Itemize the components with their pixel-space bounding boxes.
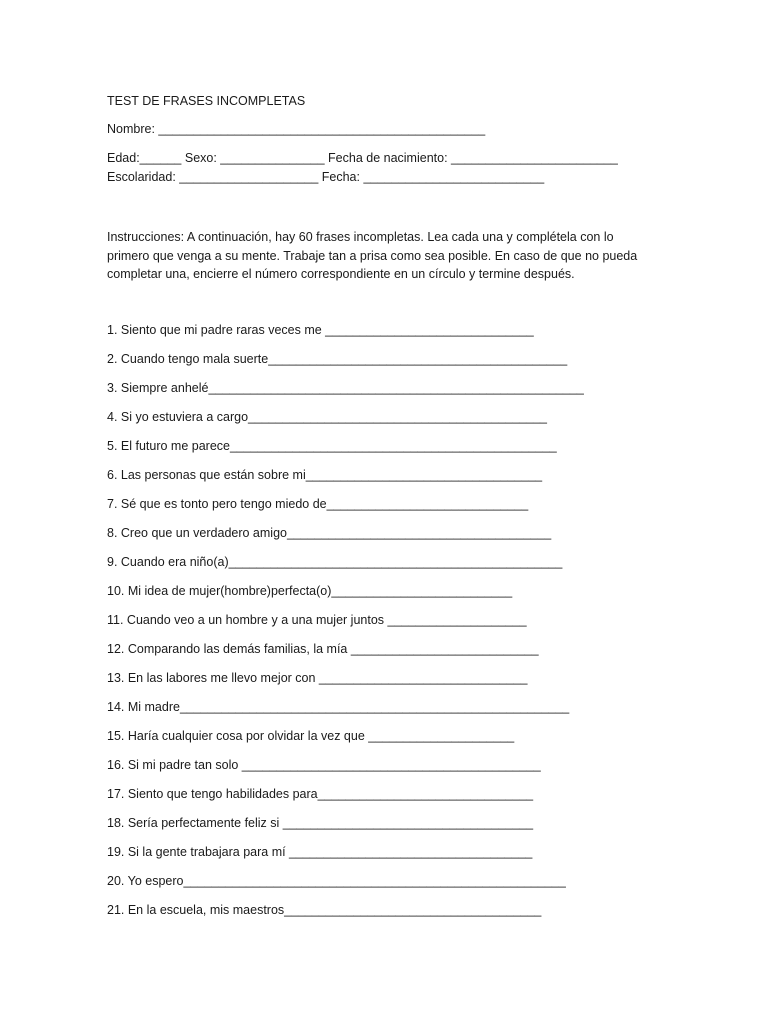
sentence-item[interactable]: 8. Creo que un verdadero amigo______________________________________ bbox=[107, 526, 552, 540]
document-title: TEST DE FRASES INCOMPLETAS bbox=[107, 94, 306, 108]
instructions-paragraph: Instrucciones: A continuación, hay 60 frases incompletas. Lea cada una y complétela con lo primero que venga a su mente. Trabaje tan a prisa como sea posible. En caso de que no pueda completar una, encierre el número correspondiente en un círculo y termine después. bbox=[107, 230, 638, 281]
sentence-item[interactable]: 15. Haría cualquier cosa por olvidar la vez que _____________________ bbox=[107, 729, 515, 743]
sentence-item[interactable]: 17. Siento que tengo habilidades para_______________________________ bbox=[107, 787, 534, 801]
escolaridad-fecha-field[interactable]: Escolaridad: ____________________ Fecha: __________________________ bbox=[107, 170, 545, 184]
sentence-item[interactable]: 19. Si la gente trabajara para mí ___________________________________ bbox=[107, 845, 533, 859]
sentence-item[interactable]: 10. Mi idea de mujer(hombre)perfecta(o)__________________________ bbox=[107, 584, 513, 598]
sentence-item[interactable]: 5. El futuro me parece_______________________________________________ bbox=[107, 439, 557, 453]
sentence-list bbox=[107, 323, 584, 932]
sentence-item[interactable]: 6. Las personas que están sobre mi__________________________________ bbox=[107, 468, 543, 482]
sentence-item[interactable]: 16. Si mi padre tan solo ___________________________________________ bbox=[107, 758, 541, 772]
sentence-item[interactable]: 7. Sé que es tonto pero tengo miedo de_____________________________ bbox=[107, 497, 529, 511]
edad-sexo-fecha-nacimiento-field[interactable]: Edad:______ Sexo: _______________ Fecha de nacimiento: ________________________ bbox=[107, 151, 618, 165]
sentence-item[interactable]: 14. Mi madre________________________________________________________ bbox=[107, 700, 570, 714]
sentence-item[interactable]: 13. En las labores me llevo mejor con ______________________________ bbox=[107, 671, 528, 685]
sentence-item[interactable]: 1. Siento que mi padre raras veces me ______________________________ bbox=[107, 323, 534, 337]
sentence-item[interactable]: 20. Yo espero_______________________________________________________ bbox=[107, 874, 566, 888]
sentence-item[interactable]: 11. Cuando veo a un hombre y a una mujer juntos ____________________ bbox=[107, 613, 527, 627]
sentence-item[interactable]: 18. Sería perfectamente feliz si ____________________________________ bbox=[107, 816, 534, 830]
sentence-item[interactable]: 12. Comparando las demás familias, la mía ___________________________ bbox=[107, 642, 539, 656]
sentence-item[interactable]: 2. Cuando tengo mala suerte___________________________________________ bbox=[107, 352, 568, 366]
sentence-item[interactable]: 3. Siempre anhelé______________________________________________________ bbox=[107, 381, 584, 395]
document-page bbox=[107, 0, 707, 1024]
sentence-item[interactable]: 21. En la escuela, mis maestros_____________________________________ bbox=[107, 903, 542, 917]
sentence-item[interactable]: 4. Si yo estuviera a cargo___________________________________________ bbox=[107, 410, 547, 424]
nombre-field[interactable]: Nombre: _______________________________________________ bbox=[107, 122, 486, 136]
sentence-item[interactable]: 9. Cuando era niño(a)________________________________________________ bbox=[107, 555, 563, 569]
